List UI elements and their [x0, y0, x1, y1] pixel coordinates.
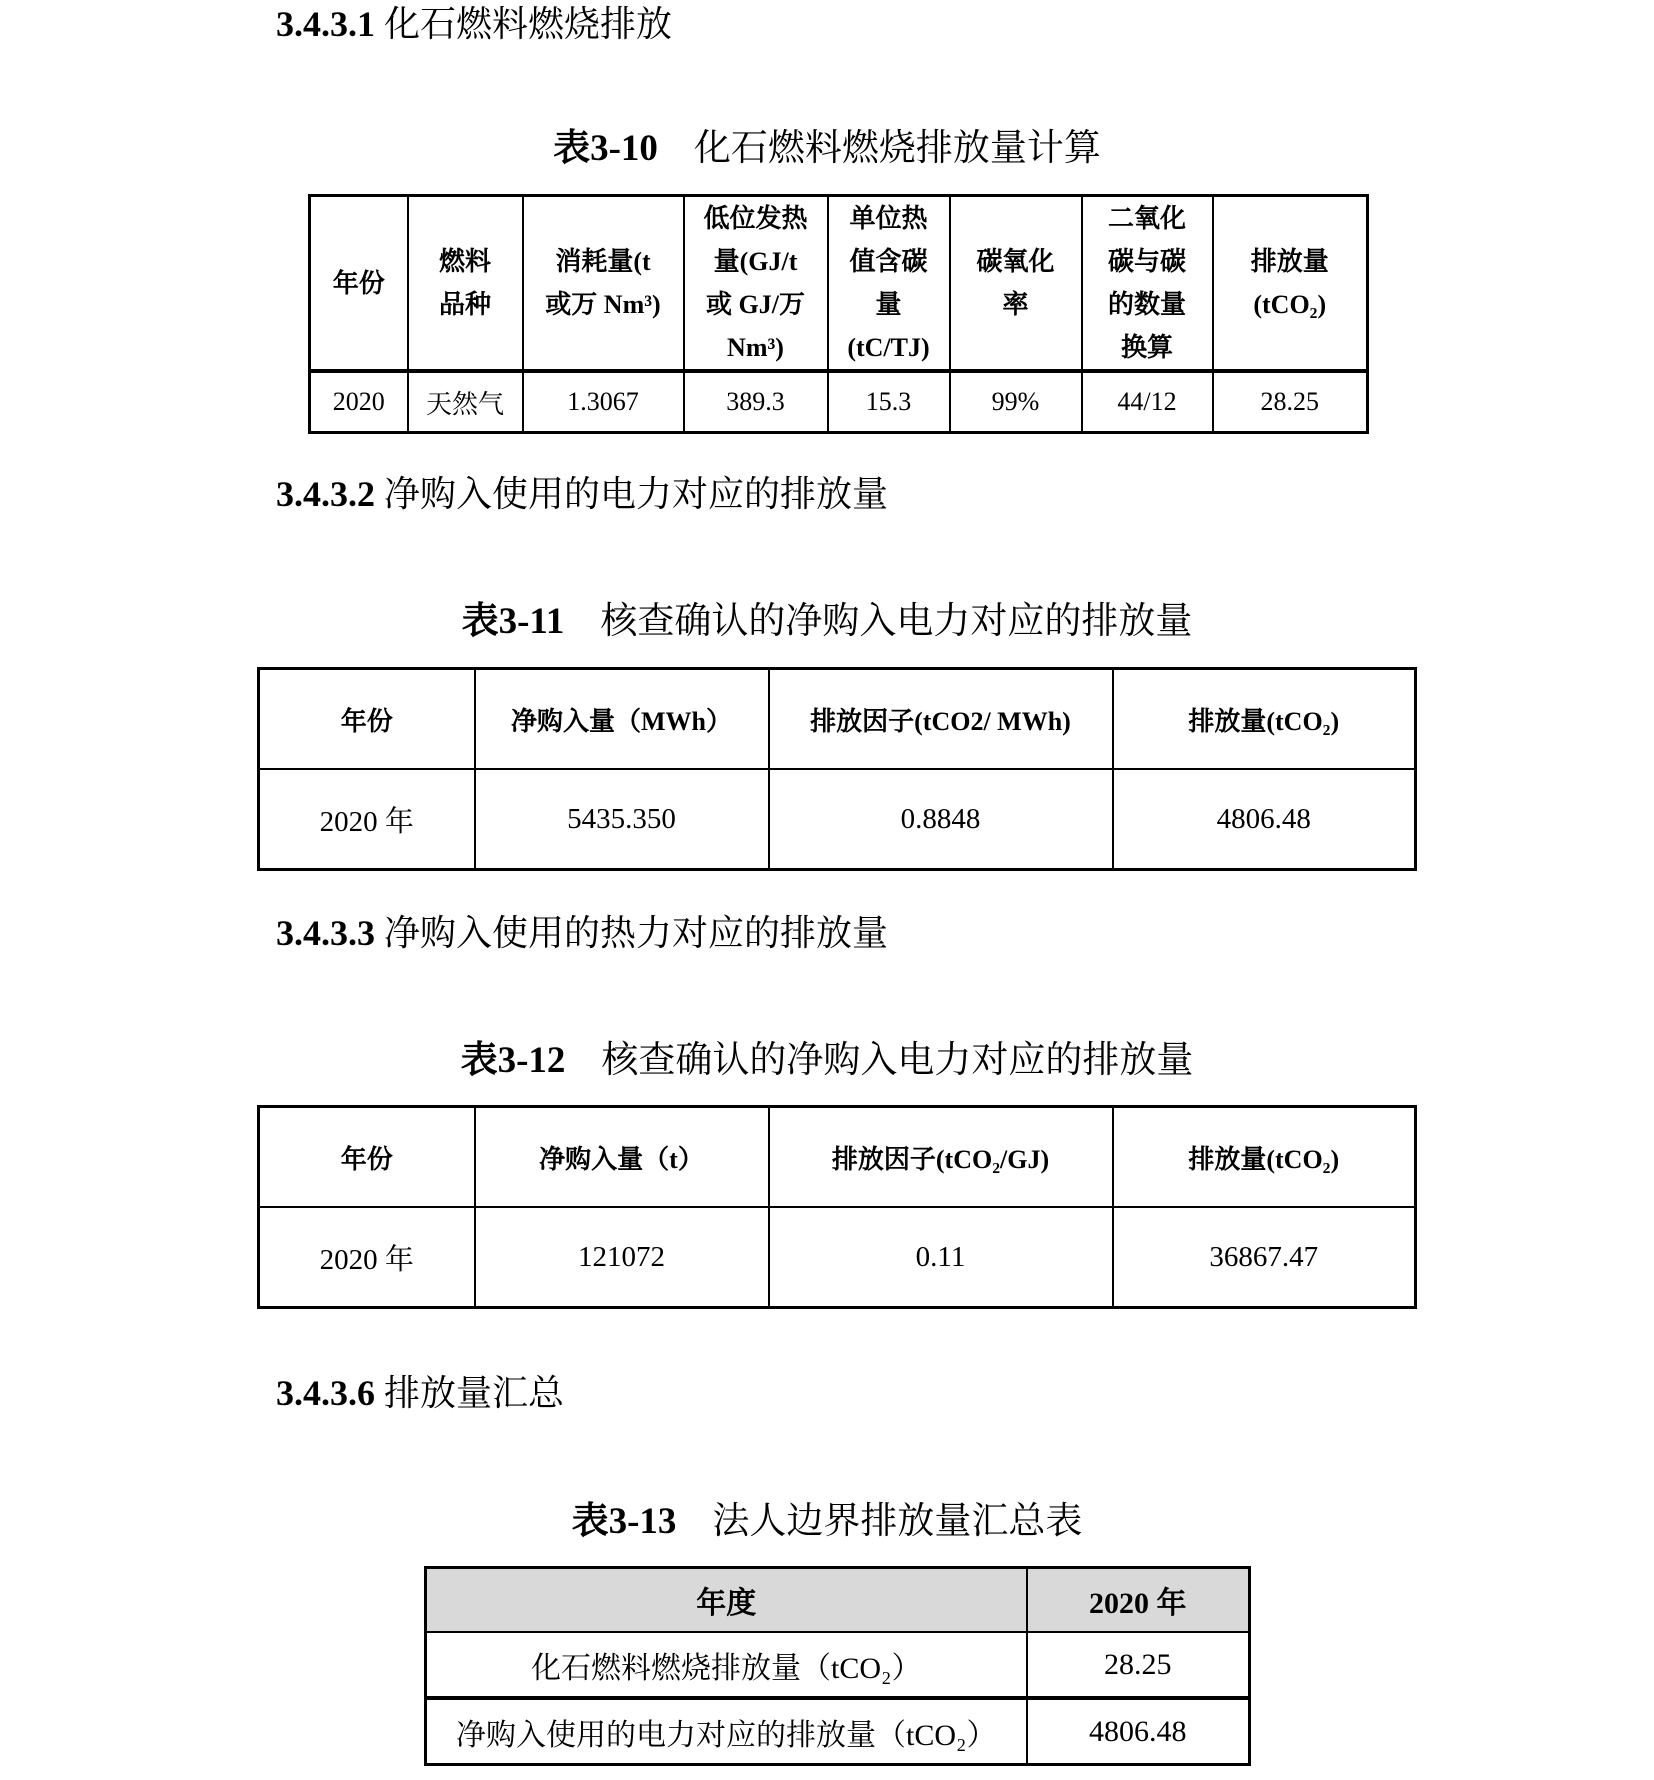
section-title: 净购入使用的电力对应的排放量 [384, 474, 889, 514]
table-header-row [310, 196, 1368, 372]
cell-emissions: 36867.47 [1113, 1207, 1416, 1308]
cell-consumption: 1.3067 [523, 371, 684, 433]
table-3-13-emissions-summary [424, 1566, 1251, 1766]
cell-value: 28.25 [1027, 1632, 1250, 1698]
header-year: 年份 [259, 669, 475, 770]
table-header-row [259, 1107, 1416, 1208]
cell-value: 4806.48 [1027, 1698, 1250, 1765]
section-number: 3.4.3.3 [276, 913, 375, 953]
caption-title: 法人边界排放量汇总表 [712, 1501, 1083, 1542]
section-title: 化石燃料燃烧排放 [384, 4, 673, 44]
cell-item: 化石燃料燃烧排放量（tCO₂） [426, 1632, 1027, 1698]
table-caption-3-10 [0, 126, 1654, 172]
cell-year: 2020 [310, 371, 408, 433]
table-row [426, 1632, 1250, 1698]
section-title: 净购入使用的热力对应的排放量 [384, 913, 889, 953]
header-carbon-content: 单位热 值含碳 量 (tC/TJ) [828, 196, 950, 372]
section-title: 排放量汇总 [384, 1373, 565, 1413]
cell-year: 2020 年 [259, 1207, 475, 1308]
cell-co2-c-conversion: 44/12 [1082, 371, 1213, 433]
table-3-12-purchased-heat [257, 1105, 1417, 1309]
cell-item: 净购入使用的电力对应的排放量（tCO₂） [426, 1698, 1027, 1765]
header-fuel-type: 燃料 品种 [408, 196, 523, 372]
caption-number: 表3-11 [461, 601, 565, 642]
section-number: 3.4.3.6 [276, 1373, 375, 1413]
header-year: 年份 [259, 1107, 475, 1208]
caption-title: 核查确认的净购入电力对应的排放量 [601, 1040, 1194, 1081]
cell-emissions: 28.25 [1213, 371, 1368, 433]
section-number: 3.4.3.2 [276, 474, 375, 514]
table-row [259, 769, 1416, 870]
table-3-11-purchased-electricity [257, 667, 1417, 871]
header-co2-c-conversion: 二氧化 碳与碳 的数量 换算 [1082, 196, 1213, 372]
table-caption-3-11 [0, 599, 1654, 645]
header-year-2020: 2020 年 [1027, 1568, 1250, 1633]
cell-net-calorific-value: 389.3 [684, 371, 828, 433]
table-3-10-fuel-combustion [308, 194, 1369, 434]
cell-fuel-type: 天然气 [408, 371, 523, 433]
caption-title: 核查确认的净购入电力对应的排放量 [600, 601, 1193, 642]
header-year-label: 年度 [426, 1568, 1027, 1633]
caption-number: 表3-10 [553, 128, 658, 169]
caption-number: 表3-12 [460, 1040, 566, 1081]
header-net-purchase: 净购入量（t） [475, 1107, 769, 1208]
table-header-row [259, 669, 1416, 770]
cell-emissions: 4806.48 [1113, 769, 1416, 870]
section-heading-3-4-3-1 [276, 2, 672, 46]
table-header-row [426, 1568, 1250, 1633]
table-row [310, 371, 1368, 433]
header-emissions: 排放量(tCO₂) [1113, 1107, 1416, 1208]
caption-number: 表3-13 [571, 1501, 677, 1542]
section-heading-3-4-3-3 [276, 911, 888, 955]
cell-net-purchase: 5435.350 [475, 769, 769, 870]
table-caption-3-12 [0, 1038, 1654, 1084]
caption-title: 化石燃料燃烧排放量计算 [693, 128, 1101, 169]
table-row [259, 1207, 1416, 1308]
header-oxidation-rate: 碳氧化 率 [950, 196, 1082, 372]
section-heading-3-4-3-2 [276, 472, 888, 516]
section-heading-3-4-3-6 [276, 1371, 564, 1415]
cell-net-purchase: 121072 [475, 1207, 769, 1308]
cell-oxidation-rate: 99% [950, 371, 1082, 433]
header-emissions: 排放量 (tCO₂) [1213, 196, 1368, 372]
section-number: 3.4.3.1 [276, 4, 375, 44]
table-row [426, 1698, 1250, 1765]
header-emission-factor: 排放因子(tCO₂/GJ) [769, 1107, 1113, 1208]
cell-emission-factor: 0.8848 [769, 769, 1113, 870]
cell-year: 2020 年 [259, 769, 475, 870]
header-emission-factor: 排放因子(tCO2/ MWh) [769, 669, 1113, 770]
header-net-purchase: 净购入量（MWh） [475, 669, 769, 770]
cell-carbon-content: 15.3 [828, 371, 950, 433]
header-consumption: 消耗量(t 或万 Nm³) [523, 196, 684, 372]
header-emissions: 排放量(tCO₂) [1113, 669, 1416, 770]
header-net-calorific-value: 低位发热 量(GJ/t 或 GJ/万 Nm³) [684, 196, 828, 372]
table-caption-3-13 [0, 1499, 1654, 1545]
cell-emission-factor: 0.11 [769, 1207, 1113, 1308]
header-year: 年份 [310, 196, 408, 372]
